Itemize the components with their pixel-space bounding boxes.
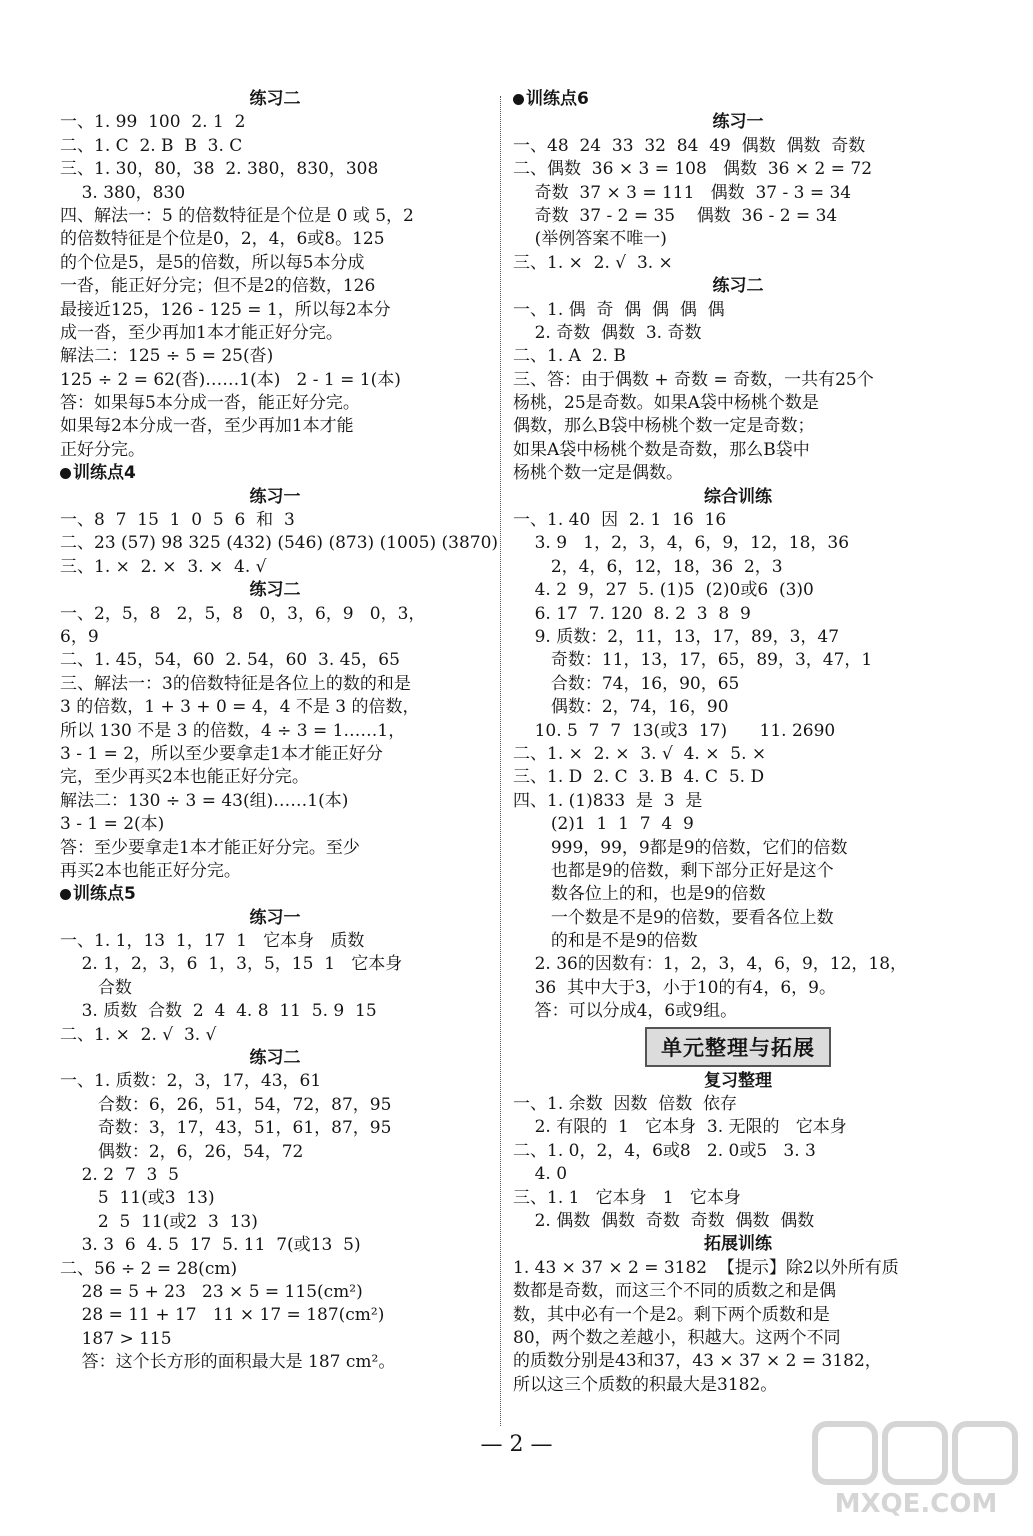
answer-line: 答：至少要拿走1本才能正好分完。至少 bbox=[60, 837, 360, 858]
answer-line: 也都是9的倍数，剩下部分正好是这个 bbox=[513, 860, 834, 881]
answer-line: 10. 5 7 7 13(或3 17) 11. 2690 bbox=[513, 720, 836, 741]
answer-line: 三、1. 1 它本身 1 它本身 bbox=[513, 1187, 741, 1208]
answer-line: 一个数是不是9的倍数，要看各位上数 bbox=[513, 907, 834, 928]
answer-line: 答：可以分成4，6或9组。 bbox=[513, 1001, 738, 1022]
exercise-heading: 练习一 bbox=[249, 907, 301, 928]
answer-line: 999，99，9都是9的倍数，它们的倍数 bbox=[513, 837, 848, 858]
answer-line: 4. 0 bbox=[513, 1164, 568, 1185]
right-column bbox=[513, 88, 963, 1397]
answer-line: 80，两个数之差越小，积越大。这两个不同 bbox=[513, 1327, 841, 1348]
answer-line: 的和是不是9的倍数 bbox=[513, 931, 698, 952]
exercise-heading: 练习二 bbox=[249, 1048, 301, 1069]
section-banner: 单元整理与拓展 bbox=[645, 1027, 831, 1067]
answer-line: 成一沓，至少再加1本才能正好分完。 bbox=[60, 322, 343, 343]
watermark-logo bbox=[811, 1416, 1021, 1526]
answer-line: 一、1. 偶 奇 偶 偶 偶 偶 bbox=[513, 299, 725, 320]
column-divider bbox=[500, 96, 501, 1426]
answer-line: 6，9 bbox=[60, 626, 99, 647]
answer-line: 二、1. 0，2，4，6或8 2. 0或5 3. 3 bbox=[513, 1140, 816, 1161]
answer-line: 36 其中大于3，小于10的有4，6，9。 bbox=[513, 977, 836, 998]
answer-line: 解法二：130 ÷ 3 = 43(组)……1(本) bbox=[60, 790, 349, 811]
answer-line: 二、1. 45，54，60 2. 54，60 3. 45，65 bbox=[60, 650, 400, 671]
answer-line: 1. 43 × 37 × 2 = 3182 【提示】除2以外所有质 bbox=[513, 1257, 899, 1278]
answer-line: 28 = 11 + 17 11 × 17 = 187(cm²) bbox=[60, 1305, 385, 1326]
answer-line: 二、1. A 2. B bbox=[513, 346, 626, 367]
answer-line: (举例答案不唯一) bbox=[513, 229, 667, 250]
training-point-heading bbox=[60, 883, 490, 906]
left-column bbox=[60, 88, 499, 1374]
answer-line: 完，至少再买2本也能正好分完。 bbox=[60, 767, 309, 788]
answer-line: 如果A袋中杨桃个数是奇数，那么B袋中 bbox=[513, 439, 810, 460]
training-point-label: 训练点4 bbox=[73, 463, 136, 484]
answer-line: 一、1. 余数 因数 倍数 依存 bbox=[513, 1094, 738, 1115]
answer-line: 杨桃，25是奇数。如果A袋中杨桃个数是 bbox=[513, 393, 819, 414]
answer-line: 奇数 37 × 3 = 111 偶数 37 - 3 = 34 bbox=[513, 182, 852, 203]
answer-line: 3. 质数 合数 2 4 4. 8 11 5. 9 15 bbox=[60, 1001, 377, 1022]
exercise-heading: 综合训练 bbox=[704, 486, 772, 507]
answer-line: 三、1. × 2. × 3. × 4. √ bbox=[60, 556, 267, 577]
answer-line: 2. 36的因数有：1，2，3，4，6，9，12，18， bbox=[513, 954, 908, 975]
answer-line: 125 ÷ 2 = 62(沓)……1(本) 2 - 1 = 1(本) bbox=[60, 369, 401, 390]
answer-line: 最接近125，126 - 125 = 1，所以每2本分 bbox=[60, 299, 391, 320]
exercise-heading: 拓展训练 bbox=[704, 1234, 772, 1255]
bullet-dot-icon bbox=[60, 468, 71, 479]
answer-line: 偶数：2，6，26，54，72 bbox=[60, 1141, 304, 1162]
answer-line: 三、1. 30，80，38 2. 380，830，308 bbox=[60, 159, 379, 180]
answer-line: 一、48 24 33 32 84 49 偶数 偶数 奇数 bbox=[513, 135, 866, 156]
answer-line: 三、1. D 2. C 3. B 4. C 5. D bbox=[513, 767, 765, 788]
answer-line: 偶数，那么B袋中杨桃个数一定是奇数； bbox=[513, 416, 815, 437]
answer-line: 2. 2 7 3 5 bbox=[60, 1164, 179, 1185]
exercise-heading: 练习一 bbox=[712, 112, 764, 133]
answer-line: 所以这三个质数的积最大是3182。 bbox=[513, 1374, 778, 1395]
answer-line: 5 11(或3 13) bbox=[60, 1188, 215, 1209]
answer-line: 二、1. × 2. × 3. √ 4. × 5. × bbox=[513, 743, 767, 764]
answer-line: 3. 9 1，2，3，4，6，9，12，18，36 bbox=[513, 533, 850, 554]
exercise-heading: 练习一 bbox=[249, 486, 301, 507]
answer-line: 2 5 11(或2 3 13) bbox=[60, 1211, 258, 1232]
answer-line: 解法二：125 ÷ 5 = 25(沓) bbox=[60, 346, 274, 367]
svg-text:MXQE.COM: MXQE.COM bbox=[834, 1489, 998, 1519]
answer-line: 四、解法一：5 的倍数特征是个位是 0 或 5，2 bbox=[60, 205, 414, 226]
answer-line: 28 = 5 + 23 23 × 5 = 115(cm²) bbox=[60, 1281, 363, 1302]
answer-line: 答：如果每5本分成一沓，能正好分完。 bbox=[60, 393, 360, 414]
answer-line: 3. 3 6 4. 5 17 5. 11 7(或13 5) bbox=[60, 1235, 361, 1256]
answer-line: 二、1. × 2. √ 3. √ bbox=[60, 1024, 217, 1045]
answer-line: 三、1. × 2. √ 3. × bbox=[513, 252, 673, 273]
answer-line: 答：这个长方形的面积最大是 187 cm²。 bbox=[60, 1352, 396, 1373]
exercise-heading: 练习二 bbox=[712, 276, 764, 297]
answer-line: 的个位是5，是5的倍数，所以每5本分成 bbox=[60, 252, 365, 273]
exercise-heading: 练习二 bbox=[249, 580, 301, 601]
training-point-label: 训练点6 bbox=[526, 89, 589, 109]
answer-line: 的质数分别是43和37，43 × 37 × 2 = 3182， bbox=[513, 1351, 882, 1372]
answer-line: 合数：74，16，90，65 bbox=[513, 673, 740, 694]
answer-line: 3 的倍数，1 + 3 + 0 = 4，4 不是 3 的倍数， bbox=[60, 697, 420, 718]
page-number: — 2 — bbox=[480, 1432, 553, 1457]
answer-line: 187 > 115 bbox=[60, 1328, 172, 1349]
answer-line: (2)1 1 1 7 4 9 bbox=[513, 814, 694, 835]
answer-line: 二、1. C 2. B B 3. C bbox=[60, 135, 243, 156]
answer-line: 二、23 (57) 98 325 (432) (546) (873) (1005) (3870) bbox=[60, 533, 499, 554]
bullet-dot-icon bbox=[60, 889, 71, 900]
answer-line: 三、解法一：3的倍数特征是各位上的数的和是 bbox=[60, 673, 411, 694]
answer-line: 一、8 7 15 1 0 5 6 和 3 bbox=[60, 510, 295, 531]
answer-line: 如果每2本分成一沓，至少再加1本才能 bbox=[60, 416, 354, 437]
answer-line: 奇数：3，17，43，51，61，87，95 bbox=[60, 1118, 392, 1139]
answer-line: 一沓，能正好分完；但不是2的倍数，126 bbox=[60, 276, 376, 297]
answer-line: 4. 2 9，27 5. (1)5 (2)0或6 (3)0 bbox=[513, 580, 814, 601]
answer-line: 二、偶数 36 × 3 = 108 偶数 36 × 2 = 72 bbox=[513, 159, 873, 180]
answer-line: 一、1. 99 100 2. 1 2 bbox=[60, 112, 246, 133]
exercise-heading: 练习二 bbox=[249, 89, 301, 109]
answer-line: 6. 17 7. 120 8. 2 3 8 9 bbox=[513, 603, 751, 624]
answer-line: 3 - 1 = 2，所以至少要拿走1本才能正好分 bbox=[60, 743, 383, 764]
answer-line: 三、答：由于偶数 + 奇数 = 奇数，一共有25个 bbox=[513, 369, 874, 390]
answer-line: 正好分完。 bbox=[60, 439, 145, 460]
answer-line: 9. 质数：2，11，13，17，89，3，47 bbox=[513, 626, 840, 647]
answer-line: 2，4，6，12，18，36 2，3 bbox=[513, 556, 783, 577]
bullet-dot-icon bbox=[513, 94, 524, 105]
answer-line: 奇数 37 - 2 = 35 偶数 36 - 2 = 34 bbox=[513, 205, 838, 226]
answer-line: 所以 130 不是 3 的倍数，4 ÷ 3 = 1……1， bbox=[60, 720, 406, 741]
answer-line: 一、1. 1，13 1，17 1 它本身 质数 bbox=[60, 931, 365, 952]
section-banner-wrap bbox=[513, 1024, 963, 1070]
training-point-heading bbox=[513, 88, 963, 111]
answer-line: 3. 380，830 bbox=[60, 182, 186, 203]
exercise-heading: 复习整理 bbox=[704, 1070, 772, 1091]
answer-line: 一、1. 质数：2，3，17，43，61 bbox=[60, 1071, 322, 1092]
answer-line: 合数 bbox=[60, 977, 132, 998]
training-point-label: 训练点5 bbox=[73, 884, 136, 905]
answer-line: 一、2，5，8 2，5，8 0，3，6，9 0，3， bbox=[60, 603, 426, 624]
answer-line: 再买2本也能正好分完。 bbox=[60, 860, 241, 881]
answer-line: 数，其中必有一个是2。剩下两个质数和是 bbox=[513, 1304, 830, 1325]
answer-line: 2. 偶数 偶数 奇数 奇数 偶数 偶数 bbox=[513, 1210, 815, 1231]
answer-line: 合数：6，26，51，54，72，87，95 bbox=[60, 1094, 392, 1115]
answer-line: 杨桃个数一定是偶数。 bbox=[513, 463, 683, 484]
answer-line: 四、1. (1)833 是 3 是 bbox=[513, 790, 703, 811]
answer-line: 2. 1，2，3，6 1，3，5，15 1 它本身 bbox=[60, 954, 403, 975]
answer-line: 2. 奇数 偶数 3. 奇数 bbox=[513, 322, 702, 343]
answer-line: 二、56 ÷ 2 = 28(cm) bbox=[60, 1258, 238, 1279]
training-point-heading bbox=[60, 462, 490, 485]
answer-line: 数都是奇数，而这三个不同的质数之和是偶 bbox=[513, 1281, 836, 1302]
answer-line: 的倍数特征是个位是0，2，4，6或8。125 bbox=[60, 229, 385, 250]
answer-line: 数各位上的和，也是9的倍数 bbox=[513, 884, 766, 905]
answer-line: 偶数：2，74，16，90 bbox=[513, 697, 729, 718]
answer-line: 一、1. 40 因 2. 1 16 16 bbox=[513, 510, 727, 531]
answer-line: 3 - 1 = 2(本) bbox=[60, 814, 165, 835]
answer-line: 奇数：11，13，17，65，89，3，47，1 bbox=[513, 650, 873, 671]
answer-line: 2. 有限的 1 它本身 3. 无限的 它本身 bbox=[513, 1117, 847, 1138]
